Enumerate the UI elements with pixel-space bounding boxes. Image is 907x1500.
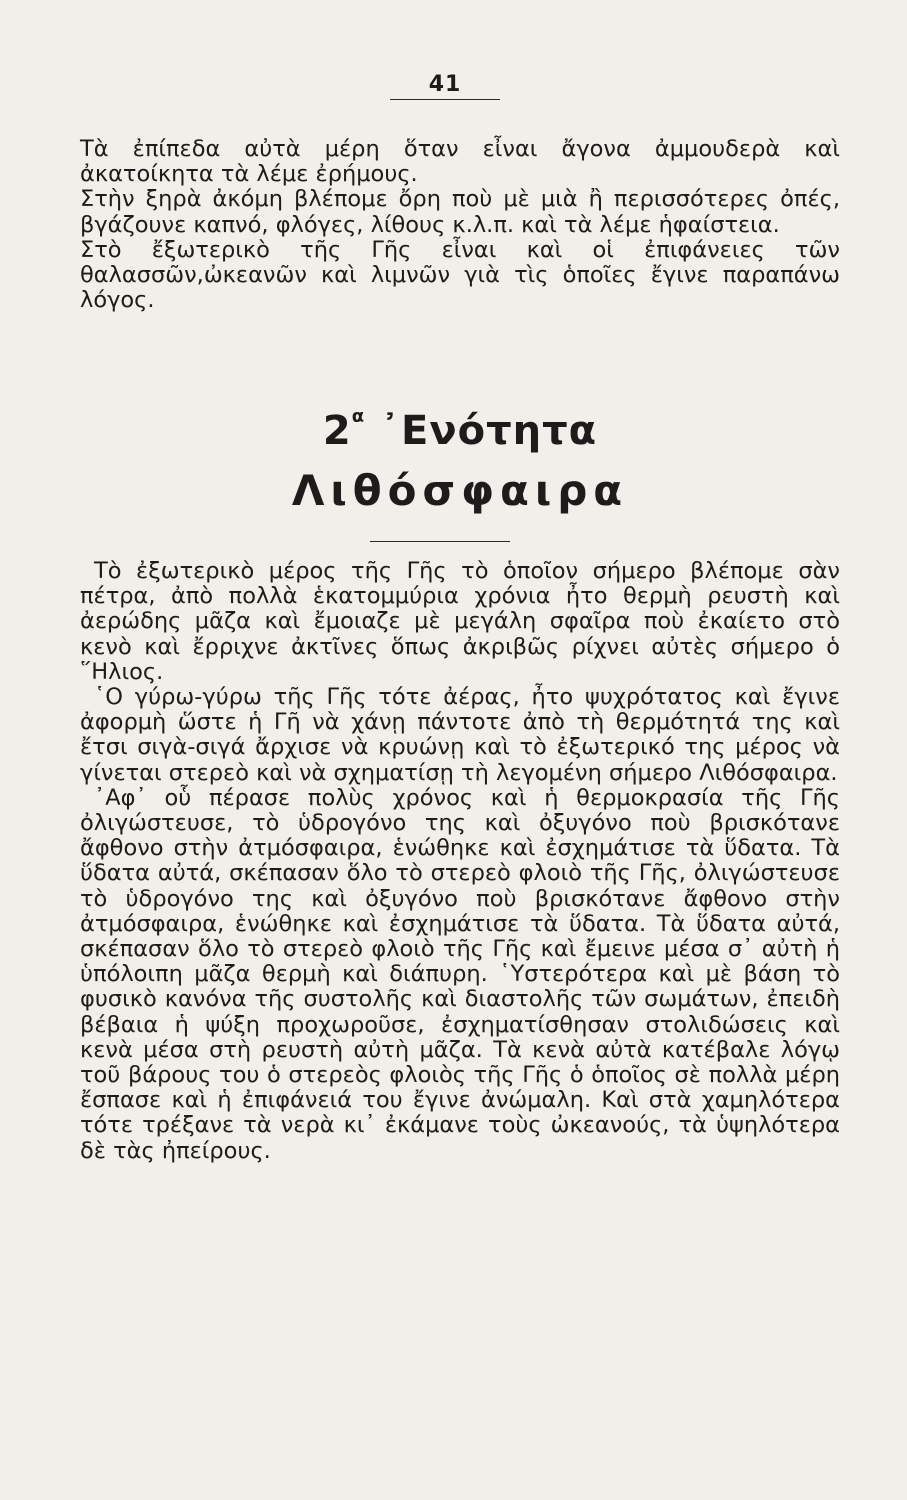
page-number-rule <box>390 99 500 100</box>
section-rule <box>370 541 510 542</box>
section-heading <box>80 408 840 454</box>
body-paragraph: Τὸ ἐξωτερικὸ μέρος τῆς Γῆς τὸ ὁποῖον σήμερο βλέπομε σὰν πέτρα, ἀπὸ πολλὰ ἑκατομμύρια χρόνια ἦτο θερμὴ ρευστὴ καὶ ἀερώδης μᾶζα καὶ ἔμοιαζε μὲ μεγάλη σφαῖρα ποὺ ἐκαίετο στὸ κενὸ καὶ ἔρριχνε ἀκτῖνες ὅπως ἀκριβῶς ρίχνει αὐτὲς σήμερο ὁ ῞Ηλιος. <box>80 558 840 685</box>
body-paragraph: ῾Ο γύρω-γύρω τῆς Γῆς τότε ἀέρας, ἦτο ψυχρότατος καὶ ἔγινε ἀφορμὴ ὥστε ἡ Γῆ νὰ χάνῃ πάντοτε ἀπὸ τὴ θερμότητά της καὶ ἔτσι σιγὰ-σιγά ἄρχισε νὰ κρυώνῃ καὶ τὸ ἐξωτερικό της μέρος νὰ γίνεται στερεὸ καὶ νὰ σχηματίσῃ τὴ λεγομένη σήμερο Λιθόσφαιρα. <box>80 684 840 786</box>
section-number-suffix: α <box>351 406 366 427</box>
section-number: 2 <box>322 408 352 454</box>
intro-paragraph: Τὰ ἐπίπεδα αὐτὰ μέρη ὅταν εἶναι ἄγονα ἀμμουδερὰ καὶ ἀκατοίκητα τὰ λέμε ἐρήμους. <box>80 136 840 188</box>
intro-paragraph: Στὸ ἔξωτερικὸ τῆς Γῆς εἶναι καὶ οἱ ἐπιφάνειες τῶν θαλασσῶν,ὠκεανῶν καὶ λιμνῶν γιὰ τὶς ὁποῖες ἔγινε παραπάνω λόγος. <box>80 236 840 314</box>
section-subtitle: Λιθόσφαιρα <box>291 466 629 515</box>
intro-text <box>80 137 840 313</box>
section-title: ᾿Ενότητα <box>380 408 598 454</box>
intro-paragraph: Στὴν ξηρὰ ἀκόμη βλέπομε ὄρη ποὺ μὲ μιὰ ἢ περισσότερες ὀπές, βγάζουνε καπνό, φλόγες, λίθους κ.λ.π. καὶ τὰ λέμε ἡφαίστεια. <box>80 186 840 238</box>
page-number: 41 <box>428 72 462 97</box>
body-text <box>80 559 840 1164</box>
body-paragraph: ᾿Αφ᾿ οὗ πέρασε πολὺς χρόνος καὶ ἡ θερμοκρασία τῆς Γῆς ὀλιγώστευσε, τὸ ὑδρογόνο της καὶ ὀξυγόνο ποὺ βρισκότανε ἄφθονο στὴν ἀτμόσφαιρα, ἑνώθηκε καὶ ἐσχημάτισε τὰ ὕδατα. Τὰ ὕδατα αὐτά, σκέπασαν ὅλο τὸ στερεὸ φλοιὸ τῆς Γῆς, ὀλιγώστευσε τὸ ὑδρογόνο της καὶ ὀξυγόνο ποὺ βρισκότανε ἄφθονο στὴν ἀτμόσφαιρα, ἑνώθηκε καὶ ἐσχημάτισε τὰ ὕδατα. Τὰ ὕδατα αὐτά, σκέπασαν ὅλο τὸ στερεὸ φλοιὸ τῆς Γῆς καὶ ἔμεινε μέσα σ᾿ αὐτὴ ἡ ὑπόλοιπη μᾶζα θερμὴ καὶ διάπυρη. ῾Υστερότερα καὶ μὲ βάση τὸ φυσικὸ κανόνα τῆς συστολῆς καὶ διαστολῆς τῶν σωμάτων, ἐπειδὴ βέβαια ἡ ψύξη προχωροῦσε, ἐσχηματίσθησαν στολιδώσεις καὶ κενὰ μέσα στὴ ρευστὴ αὐτὴ μᾶζα. Τὰ κενὰ αὐτὰ κατέβαλε λόγῳ τοῦ βάρους του ὁ στερεὸς φλοιὸς τῆς Γῆς ὁ ὁποῖος σὲ πολλὰ μέρη ἔσπασε καὶ ἡ ἐπιφάνειά του ἔγινε ἀνώμαλη. Καὶ στὰ χαμηλότερα τότε τρέξανε τὰ νερὰ κι᾿ ἐκάμανε τοὺς ὠκεανούς, τὰ ὑψηλότερα δὲ τὰς ἠπείρους. <box>80 784 840 1164</box>
